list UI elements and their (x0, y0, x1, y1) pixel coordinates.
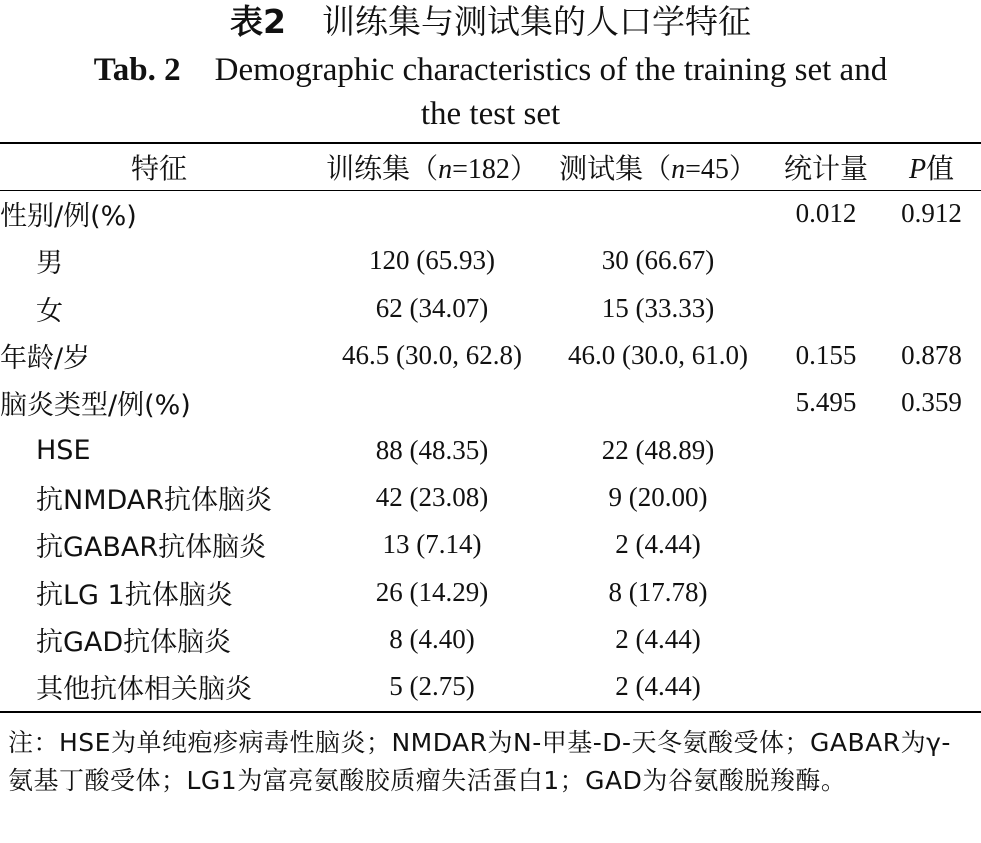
cell-statistic: 5.495 (795, 387, 857, 418)
cell-statistic (770, 663, 882, 710)
cell-p-value (882, 426, 981, 473)
cell-training-value: 62 (34.07) (375, 292, 489, 323)
demographics-table (0, 143, 981, 710)
header-test-n: n (671, 153, 686, 185)
header-test-suffix: =45） (685, 153, 757, 185)
cell-p-value: 0.359 (901, 387, 962, 418)
cell-test-value: 46.0 (30.0, 61.0) (568, 340, 748, 371)
table-body (0, 190, 981, 710)
cell-training-value (318, 379, 546, 426)
table-footnote: 注：HSE为单纯疱疹病毒性脑炎；NMDAR为N-甲基-D-天冬氨酸受体；GABAR为γ-氨基丁酸受体；LG1为富亮氨酸胶质瘤失活蛋白1；GAD为谷氨酸脱羧酶。 (8, 728, 951, 795)
header-training-suffix: =182） (452, 153, 538, 185)
cell-test-value: 2 (4.44) (615, 623, 701, 654)
cell-p-value: 0.912 (901, 198, 962, 229)
cell-feature: 性别/例(%) (0, 201, 137, 233)
cell-test-value: 22 (48.89) (601, 434, 715, 465)
cell-feature: 抗GAD抗体脑炎 (36, 626, 232, 658)
header-p-letter: P (908, 153, 927, 185)
table-number-chinese: 表2 (230, 2, 286, 41)
cell-feature: 脑炎类型/例(%) (0, 390, 191, 422)
cell-p-value (882, 474, 981, 521)
cell-statistic (770, 521, 882, 568)
table-row (0, 190, 981, 237)
cell-statistic: 0.155 (795, 340, 857, 371)
cell-training-value (318, 190, 546, 237)
table-header-row (0, 143, 981, 190)
cell-training-value: 42 (23.08) (375, 481, 489, 512)
header-test-prefix: 测试集（ (559, 151, 672, 185)
table-row (0, 426, 981, 473)
table-row (0, 332, 981, 379)
table-row (0, 379, 981, 426)
table-title-chinese (0, 2, 981, 42)
cell-training-value: 120 (65.93) (369, 245, 495, 276)
cell-p-value (882, 663, 981, 710)
cell-statistic (770, 285, 882, 332)
table-row (0, 663, 981, 710)
cell-feature: 其他抗体相关脑炎 (36, 674, 252, 706)
cell-p-value (882, 521, 981, 568)
header-training-prefix: 训练集（ (326, 151, 439, 185)
table-title-chinese-text: 训练集与测试集的人口学特征 (321, 2, 751, 41)
header-training-n: n (438, 153, 453, 185)
cell-test-value: 30 (66.67) (601, 245, 715, 276)
cell-test-value (546, 190, 770, 237)
table-row (0, 285, 981, 332)
cell-p-value (882, 285, 981, 332)
cell-training-value: 8 (4.40) (389, 623, 475, 654)
table-row (0, 237, 981, 284)
cell-statistic (770, 474, 882, 521)
cell-training-value: 26 (14.29) (375, 576, 489, 607)
cell-p-value (882, 568, 981, 615)
table-title-english-line2: the test set (420, 96, 561, 132)
cell-feature: 年龄/岁 (0, 343, 91, 375)
cell-training-value: 13 (7.14) (382, 529, 482, 560)
cell-feature: 抗GABAR抗体脑炎 (36, 532, 267, 564)
cell-test-value: 9 (20.00) (608, 481, 708, 512)
cell-statistic (770, 616, 882, 663)
header-p-suffix: 值 (926, 151, 955, 185)
cell-p-value (882, 616, 981, 663)
table-row (0, 616, 981, 663)
cell-feature: HSE (36, 434, 91, 466)
cell-test-value: 15 (33.33) (601, 292, 715, 323)
header-statistic: 统计量 (783, 151, 868, 185)
cell-training-value: 5 (2.75) (389, 671, 475, 702)
header-test-set (546, 143, 770, 190)
cell-p-value: 0.878 (901, 340, 962, 371)
cell-test-value: 2 (4.44) (615, 529, 701, 560)
cell-statistic (770, 568, 882, 615)
table-title-english (0, 48, 981, 136)
cell-statistic: 0.012 (795, 198, 857, 229)
cell-training-value: 46.5 (30.0, 62.8) (342, 340, 522, 371)
cell-feature: 抗NMDAR抗体脑炎 (36, 484, 273, 516)
cell-test-value: 8 (17.78) (608, 576, 708, 607)
header-feature: 特征 (130, 151, 187, 185)
cell-feature: 抗LG 1抗体脑炎 (36, 579, 233, 611)
table-row (0, 521, 981, 568)
header-training-set (318, 143, 546, 190)
table-bottom-rule (0, 711, 981, 713)
cell-training-value: 88 (48.35) (375, 434, 489, 465)
cell-test-value (546, 379, 770, 426)
table-number-english: Tab. 2 (93, 52, 181, 88)
header-p-value (882, 143, 981, 190)
cell-feature: 女 (36, 295, 63, 327)
cell-feature: 男 (36, 248, 63, 280)
table-title-english-line1: Demographic characteristics of the training set and (214, 52, 888, 88)
cell-test-value: 2 (4.44) (615, 671, 701, 702)
cell-statistic (770, 426, 882, 473)
table-row (0, 568, 981, 615)
table-row (0, 474, 981, 521)
cell-p-value (882, 237, 981, 284)
cell-statistic (770, 237, 882, 284)
